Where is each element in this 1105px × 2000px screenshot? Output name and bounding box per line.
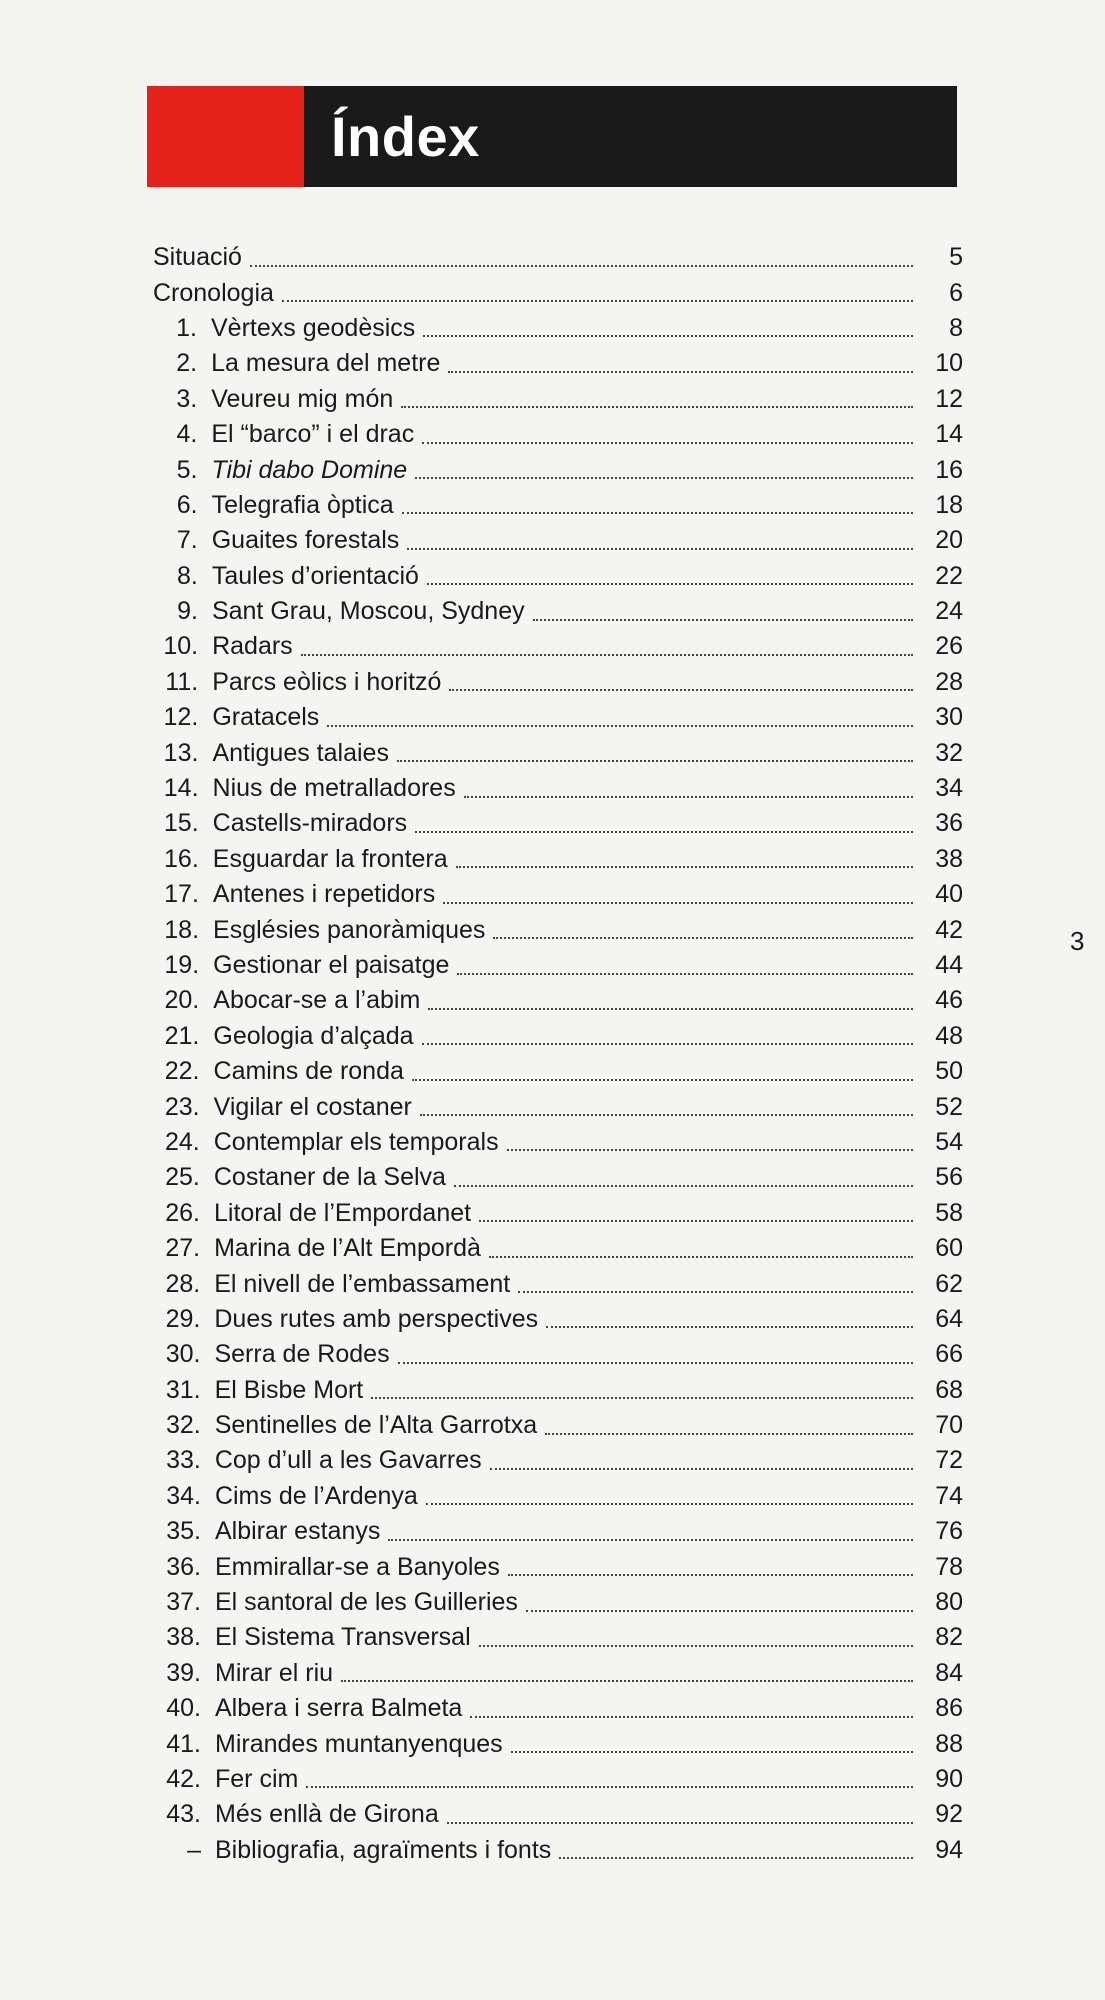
toc-entry-page: 84 (935, 1658, 963, 1687)
toc-entry (153, 1373, 963, 1408)
toc-entry-page: 36 (935, 809, 963, 838)
toc-entry-page: 66 (935, 1340, 963, 1369)
toc-entry-number: 35. (166, 1517, 201, 1546)
dot-leader (402, 512, 913, 514)
toc-entry (153, 311, 963, 346)
toc-entry-number: 7. (176, 526, 198, 555)
toc-entry-title-wrap (214, 1199, 921, 1228)
toc-entry-title: Mirar el riu (215, 1658, 334, 1687)
toc-entry-page: 54 (935, 1127, 963, 1156)
toc-entry (153, 700, 963, 735)
toc-entry-page: 92 (935, 1800, 963, 1829)
toc-entry-page: 72 (935, 1446, 963, 1475)
toc-entry-title-wrap (213, 774, 921, 803)
toc-entry-title: Marina de l’Alt Empordà (214, 1234, 481, 1263)
toc-entry-title-wrap (215, 1800, 921, 1829)
toc-entry-title: Fer cim (215, 1764, 299, 1793)
dot-leader (447, 1822, 913, 1824)
toc-entry-number: 41. (166, 1729, 201, 1758)
toc-entry-page: 38 (935, 844, 963, 873)
toc-entry-title: Telegrafia òptica (211, 490, 394, 519)
toc-entry-page: 8 (949, 313, 963, 342)
dot-leader (470, 1716, 913, 1718)
dot-leader (457, 973, 913, 975)
toc-entry-number: 21. (164, 1021, 200, 1050)
dot-leader (546, 1326, 913, 1328)
toc-entry-number: 26. (165, 1198, 200, 1227)
toc-entry-number: – (187, 1835, 201, 1864)
toc-entry-title-wrap (211, 456, 921, 485)
toc-entry (153, 1585, 963, 1620)
toc-entry-number: 23. (164, 1092, 200, 1121)
toc-entry-number: 1. (176, 313, 197, 342)
toc-entry-title: Radars (212, 632, 293, 661)
toc-entry-number: 8. (176, 561, 198, 590)
toc-entry-title-wrap (215, 1411, 921, 1440)
toc-entry-number: 18. (164, 915, 200, 944)
toc-entry-number: 25. (165, 1163, 200, 1192)
toc-entry-title: El “barco” i el drac (211, 420, 415, 449)
page-title: Índex (331, 105, 480, 168)
toc-entry-title: El Bisbe Mort (214, 1375, 364, 1404)
toc-entry-title: Gratacels (212, 703, 320, 732)
toc-entry-title-wrap (211, 420, 921, 449)
toc-entry-title-wrap (215, 1659, 921, 1688)
toc-entry-page: 12 (935, 384, 963, 413)
toc-entry-title: Albera i serra Balmeta (215, 1694, 463, 1723)
toc-entry-number: 24. (164, 1127, 200, 1156)
toc-entry-title: Albirar estanys (215, 1517, 381, 1546)
toc-entry-page: 70 (935, 1411, 963, 1440)
toc-entry-title: El Sistema Transversal (215, 1623, 471, 1652)
toc-entry (153, 523, 963, 558)
toc-entry-title-wrap (215, 1517, 921, 1546)
toc-entry-title-wrap (215, 1446, 921, 1475)
toc-entry (153, 240, 963, 275)
toc-entry-page: 94 (935, 1835, 963, 1864)
toc-entry (153, 948, 963, 983)
table-of-contents (153, 240, 963, 1868)
toc-entry-title-wrap (214, 1270, 921, 1299)
toc-entry-page: 44 (935, 951, 963, 979)
toc-entry-page: 22 (935, 561, 963, 590)
toc-entry-title-wrap (214, 1234, 921, 1263)
toc-entry-page: 50 (935, 1057, 963, 1086)
dot-leader (341, 1680, 913, 1682)
toc-entry-number: 28. (165, 1269, 201, 1298)
toc-entry (153, 912, 963, 947)
toc-entry (153, 1337, 963, 1372)
toc-entry-title-wrap (215, 1553, 921, 1582)
dot-leader (449, 689, 913, 691)
dot-leader (422, 1043, 913, 1045)
toc-entry-title-wrap (212, 491, 921, 520)
toc-entry-page: 68 (935, 1375, 963, 1404)
toc-entry-title-wrap (211, 385, 921, 414)
toc-entry-number: 4. (176, 420, 198, 449)
toc-entry-title: Antigues talaies (212, 738, 389, 767)
toc-entry-page: 6 (949, 278, 963, 307)
toc-entry-title-wrap (214, 1163, 921, 1192)
toc-entry (153, 1620, 963, 1655)
toc-entry-title-wrap (213, 951, 921, 980)
toc-entry-title: Antenes i repetidors (212, 880, 436, 909)
toc-entry (153, 275, 963, 310)
toc-entry (153, 1160, 963, 1195)
toc-entry-title: Camins de ronda (213, 1057, 404, 1086)
toc-entry-title: Litoral de l’Empordanet (214, 1198, 472, 1227)
toc-entry-title: Sant Grau, Moscou, Sydney (211, 597, 525, 626)
toc-entry-title: Situació (153, 243, 242, 272)
toc-entry-page: 46 (935, 986, 963, 1015)
toc-entry-title: Parcs eòlics i horitzó (212, 667, 442, 696)
toc-entry (153, 1054, 963, 1089)
toc-entry-page: 78 (935, 1552, 963, 1581)
toc-entry-title: Dues rutes amb perspectives (214, 1304, 539, 1333)
toc-entry-title: Esglésies panoràmiques (213, 915, 486, 944)
toc-entry (153, 1125, 963, 1160)
toc-entry-number: 39. (166, 1658, 201, 1687)
toc-entry-page: 86 (935, 1694, 963, 1723)
toc-entry (153, 1549, 963, 1584)
toc-entry-page: 18 (935, 490, 963, 519)
toc-entry-title-wrap (214, 1057, 921, 1086)
toc-entry-title-wrap (214, 1340, 921, 1369)
toc-entry-title-wrap (215, 1376, 921, 1405)
toc-entry-title-wrap (213, 916, 921, 945)
toc-entry-number: 40. (166, 1694, 201, 1723)
toc-entry-number: 37. (166, 1588, 201, 1617)
toc-entry-page: 16 (935, 455, 963, 484)
toc-entry-title: Contemplar els temporals (213, 1127, 499, 1156)
dot-leader (423, 335, 913, 337)
dot-leader (397, 760, 913, 762)
toc-entry-number: 20. (164, 986, 200, 1015)
toc-entry-number: 42. (166, 1764, 201, 1793)
toc-entry-title: Emmirallar-se a Banyoles (215, 1552, 500, 1581)
toc-entry-title: Sentinelles de l’Alta Garrotxa (214, 1411, 538, 1440)
toc-entry-title-wrap (213, 986, 921, 1015)
toc-entry (153, 1266, 963, 1301)
toc-entry-number: 43. (166, 1800, 201, 1829)
toc-entry-title: Vigilar el costaner (213, 1092, 412, 1121)
toc-entry-title-wrap (214, 1128, 921, 1157)
toc-entry-page: 62 (935, 1269, 963, 1298)
toc-entry-page: 10 (935, 349, 963, 378)
toc-entry-number: 2. (176, 349, 198, 378)
toc-entry (153, 1019, 963, 1054)
toc-entry-number: 6. (176, 490, 198, 519)
toc-entry-page: 40 (935, 880, 963, 909)
toc-entry (153, 983, 963, 1018)
dot-leader (533, 619, 913, 621)
toc-entry-page: 24 (935, 597, 963, 626)
toc-entry (153, 877, 963, 912)
toc-entry-number: 9. (177, 597, 198, 626)
toc-entry-page: 80 (935, 1588, 963, 1617)
toc-entry (153, 1514, 963, 1549)
toc-entry-title-wrap (212, 668, 921, 697)
toc-entry (153, 842, 963, 877)
dot-leader (511, 1751, 913, 1753)
dot-leader (327, 725, 913, 727)
toc-entry-number: 33. (166, 1446, 201, 1475)
dot-leader (428, 1008, 913, 1010)
toc-entry (153, 1691, 963, 1726)
dot-leader (508, 1574, 913, 1576)
toc-entry (153, 1089, 963, 1124)
toc-entry-page: 82 (935, 1623, 963, 1652)
toc-entry-page: 32 (935, 738, 963, 767)
toc-entry-number: 16. (164, 844, 199, 873)
toc-entry-title: Gestionar el paisatge (213, 951, 450, 979)
toc-entry-number: 17. (164, 880, 199, 909)
toc-entry-title-wrap (213, 1022, 921, 1051)
toc-entry-page: 14 (935, 420, 963, 449)
toc-entry-title-wrap (215, 1694, 921, 1723)
toc-entry-page: 42 (935, 915, 963, 944)
toc-entry-title-wrap (211, 314, 921, 343)
toc-entry-page: 34 (935, 774, 963, 803)
toc-entry (153, 735, 963, 770)
toc-entry-page: 28 (935, 667, 963, 696)
toc-entry-page: 76 (935, 1517, 963, 1546)
toc-entry-title-wrap (212, 703, 921, 732)
dot-leader (456, 866, 913, 868)
toc-entry (153, 629, 963, 664)
page-number: 3 (1070, 926, 1085, 956)
toc-entry (153, 417, 963, 452)
toc-entry (153, 594, 963, 629)
toc-entry-title-wrap (153, 279, 921, 308)
dot-leader (412, 1079, 913, 1081)
toc-entry-title: Cop d’ull a les Gavarres (214, 1446, 482, 1475)
toc-entry-number: 19. (164, 951, 200, 979)
toc-entry-page: 5 (949, 243, 963, 272)
toc-entry-page: 30 (935, 703, 963, 732)
toc-entry-page: 52 (935, 1092, 963, 1121)
dot-leader (250, 265, 913, 267)
dot-leader (401, 406, 913, 408)
toc-entry-title-wrap (153, 243, 921, 272)
toc-entry-title: Abocar-se a l’abim (213, 986, 421, 1015)
toc-entry-number: 29. (165, 1304, 201, 1333)
toc-entry-title: Cims de l’Ardenya (214, 1481, 418, 1510)
toc-entry (153, 1443, 963, 1478)
toc-entry-title-wrap (214, 1093, 921, 1122)
toc-entry-number: 36. (166, 1552, 201, 1581)
toc-entry (153, 1302, 963, 1337)
toc-entry (153, 1656, 963, 1691)
toc-entry-title-wrap (215, 1730, 921, 1759)
dot-leader (479, 1645, 913, 1647)
toc-entry-title: Tibi dabo Domine (211, 455, 408, 484)
toc-entry-title-wrap (213, 880, 921, 909)
dot-leader (371, 1397, 913, 1399)
dot-leader (301, 654, 913, 656)
toc-entry-number: 32. (165, 1411, 201, 1440)
toc-entry-number: 5. (176, 455, 198, 484)
header-red-block (147, 86, 304, 187)
dot-leader (422, 442, 913, 444)
toc-entry-title: La mesura del metre (211, 349, 441, 378)
dot-leader (443, 902, 913, 904)
toc-entry-title: Costaner de la Selva (213, 1163, 446, 1192)
toc-entry (153, 1408, 963, 1443)
toc-entry (153, 1196, 963, 1231)
dot-leader (426, 1503, 913, 1505)
toc-entry-title-wrap (212, 632, 921, 661)
toc-entry (153, 1797, 963, 1832)
toc-entry-title: El nivell de l’embassament (214, 1269, 511, 1298)
dot-leader (427, 583, 913, 585)
toc-entry-title-wrap (212, 562, 921, 591)
dot-leader (559, 1857, 913, 1859)
toc-entry (153, 346, 963, 381)
toc-entry-number: 3. (176, 384, 198, 413)
toc-entry-page: 64 (935, 1304, 963, 1333)
toc-entry-title-wrap (214, 1305, 921, 1334)
toc-entry-title-wrap (212, 597, 921, 626)
dot-leader (407, 548, 913, 550)
toc-entry-title: Esguardar la frontera (212, 844, 448, 873)
toc-entry-title: Castells-miradors (212, 809, 408, 838)
toc-entry-page: 88 (935, 1729, 963, 1758)
toc-entry-title-wrap (215, 1836, 921, 1865)
toc-entry-page: 48 (935, 1021, 963, 1050)
toc-entry-title-wrap (215, 1588, 921, 1617)
toc-entry-title: Més enllà de Girona (215, 1800, 439, 1829)
dot-leader (448, 371, 913, 373)
toc-entry-title-wrap (212, 526, 921, 555)
toc-entry-page: 56 (935, 1163, 963, 1192)
toc-entry-title: Taules d’orientació (211, 561, 419, 590)
toc-entry (153, 452, 963, 487)
toc-entry-number: 31. (165, 1375, 201, 1404)
toc-entry-number: 14. (163, 774, 199, 803)
toc-entry-page: 58 (935, 1198, 963, 1227)
toc-entry-page: 20 (935, 526, 963, 555)
toc-entry-title: Mirandes muntanyenques (215, 1729, 503, 1758)
dot-leader (493, 937, 913, 939)
toc-entry-title: Cronologia (153, 278, 274, 307)
dot-leader (415, 831, 913, 833)
dot-leader (464, 796, 913, 798)
toc-entry-title: Vèrtexs geodèsics (211, 313, 416, 342)
toc-entry-title-wrap (213, 809, 921, 838)
dot-leader (518, 1291, 913, 1293)
toc-entry-page: 74 (935, 1481, 963, 1510)
toc-entry-number: 11. (165, 667, 199, 696)
toc-entry-title-wrap (215, 1765, 921, 1794)
toc-entry-number: 27. (165, 1234, 201, 1263)
toc-entry-page: 90 (935, 1764, 963, 1793)
toc-entry (153, 1726, 963, 1761)
dot-leader (507, 1149, 913, 1151)
toc-entry (153, 1231, 963, 1266)
toc-entry-number: 34. (166, 1481, 201, 1510)
dot-leader (420, 1114, 913, 1116)
toc-entry-number: 12. (163, 703, 199, 732)
dot-leader (479, 1220, 913, 1222)
dot-leader (526, 1610, 913, 1612)
toc-entry-title: El santoral de les Guilleries (215, 1588, 518, 1617)
toc-entry (153, 771, 963, 806)
toc-entry (153, 806, 963, 841)
toc-entry-title-wrap (211, 349, 921, 378)
toc-entry-title-wrap (213, 845, 921, 874)
toc-entry (153, 1762, 963, 1797)
dot-leader (490, 1468, 913, 1470)
toc-entry-title: Serra de Rodes (214, 1340, 390, 1369)
toc-entry-title: Bibliografia, agraïments i fonts (215, 1835, 552, 1864)
toc-entry (153, 1833, 963, 1868)
index-header (147, 86, 957, 187)
toc-entry (153, 1479, 963, 1514)
toc-entry-number: 30. (165, 1340, 201, 1369)
toc-entry-title: Geologia d’alçada (213, 1021, 414, 1050)
dot-leader (388, 1539, 913, 1541)
dot-leader (282, 300, 913, 302)
toc-entry (153, 665, 963, 700)
toc-entry-page: 26 (935, 632, 963, 661)
dot-leader (398, 1362, 913, 1364)
toc-entry-title-wrap (215, 1482, 921, 1511)
toc-entry-title: Veureu mig món (211, 384, 394, 413)
toc-entry (153, 488, 963, 523)
toc-entry (153, 382, 963, 417)
toc-entry-number: 15. (163, 809, 199, 838)
toc-entry-number: 22. (164, 1057, 200, 1086)
toc-entry-page: 60 (935, 1234, 963, 1263)
toc-entry (153, 559, 963, 594)
toc-entry-title-wrap (212, 739, 921, 768)
dot-leader (415, 477, 913, 479)
dot-leader (454, 1185, 913, 1187)
toc-entry-title: Guaites forestals (211, 526, 400, 555)
dot-leader (489, 1256, 913, 1258)
toc-entry-number: 38. (166, 1623, 201, 1652)
toc-entry-title-wrap (215, 1623, 921, 1652)
toc-entry-number: 13. (163, 738, 199, 767)
dot-leader (306, 1786, 913, 1788)
toc-entry-number: 10. (163, 632, 199, 661)
dot-leader (545, 1433, 913, 1435)
toc-entry-title: Nius de metralladores (212, 774, 456, 803)
